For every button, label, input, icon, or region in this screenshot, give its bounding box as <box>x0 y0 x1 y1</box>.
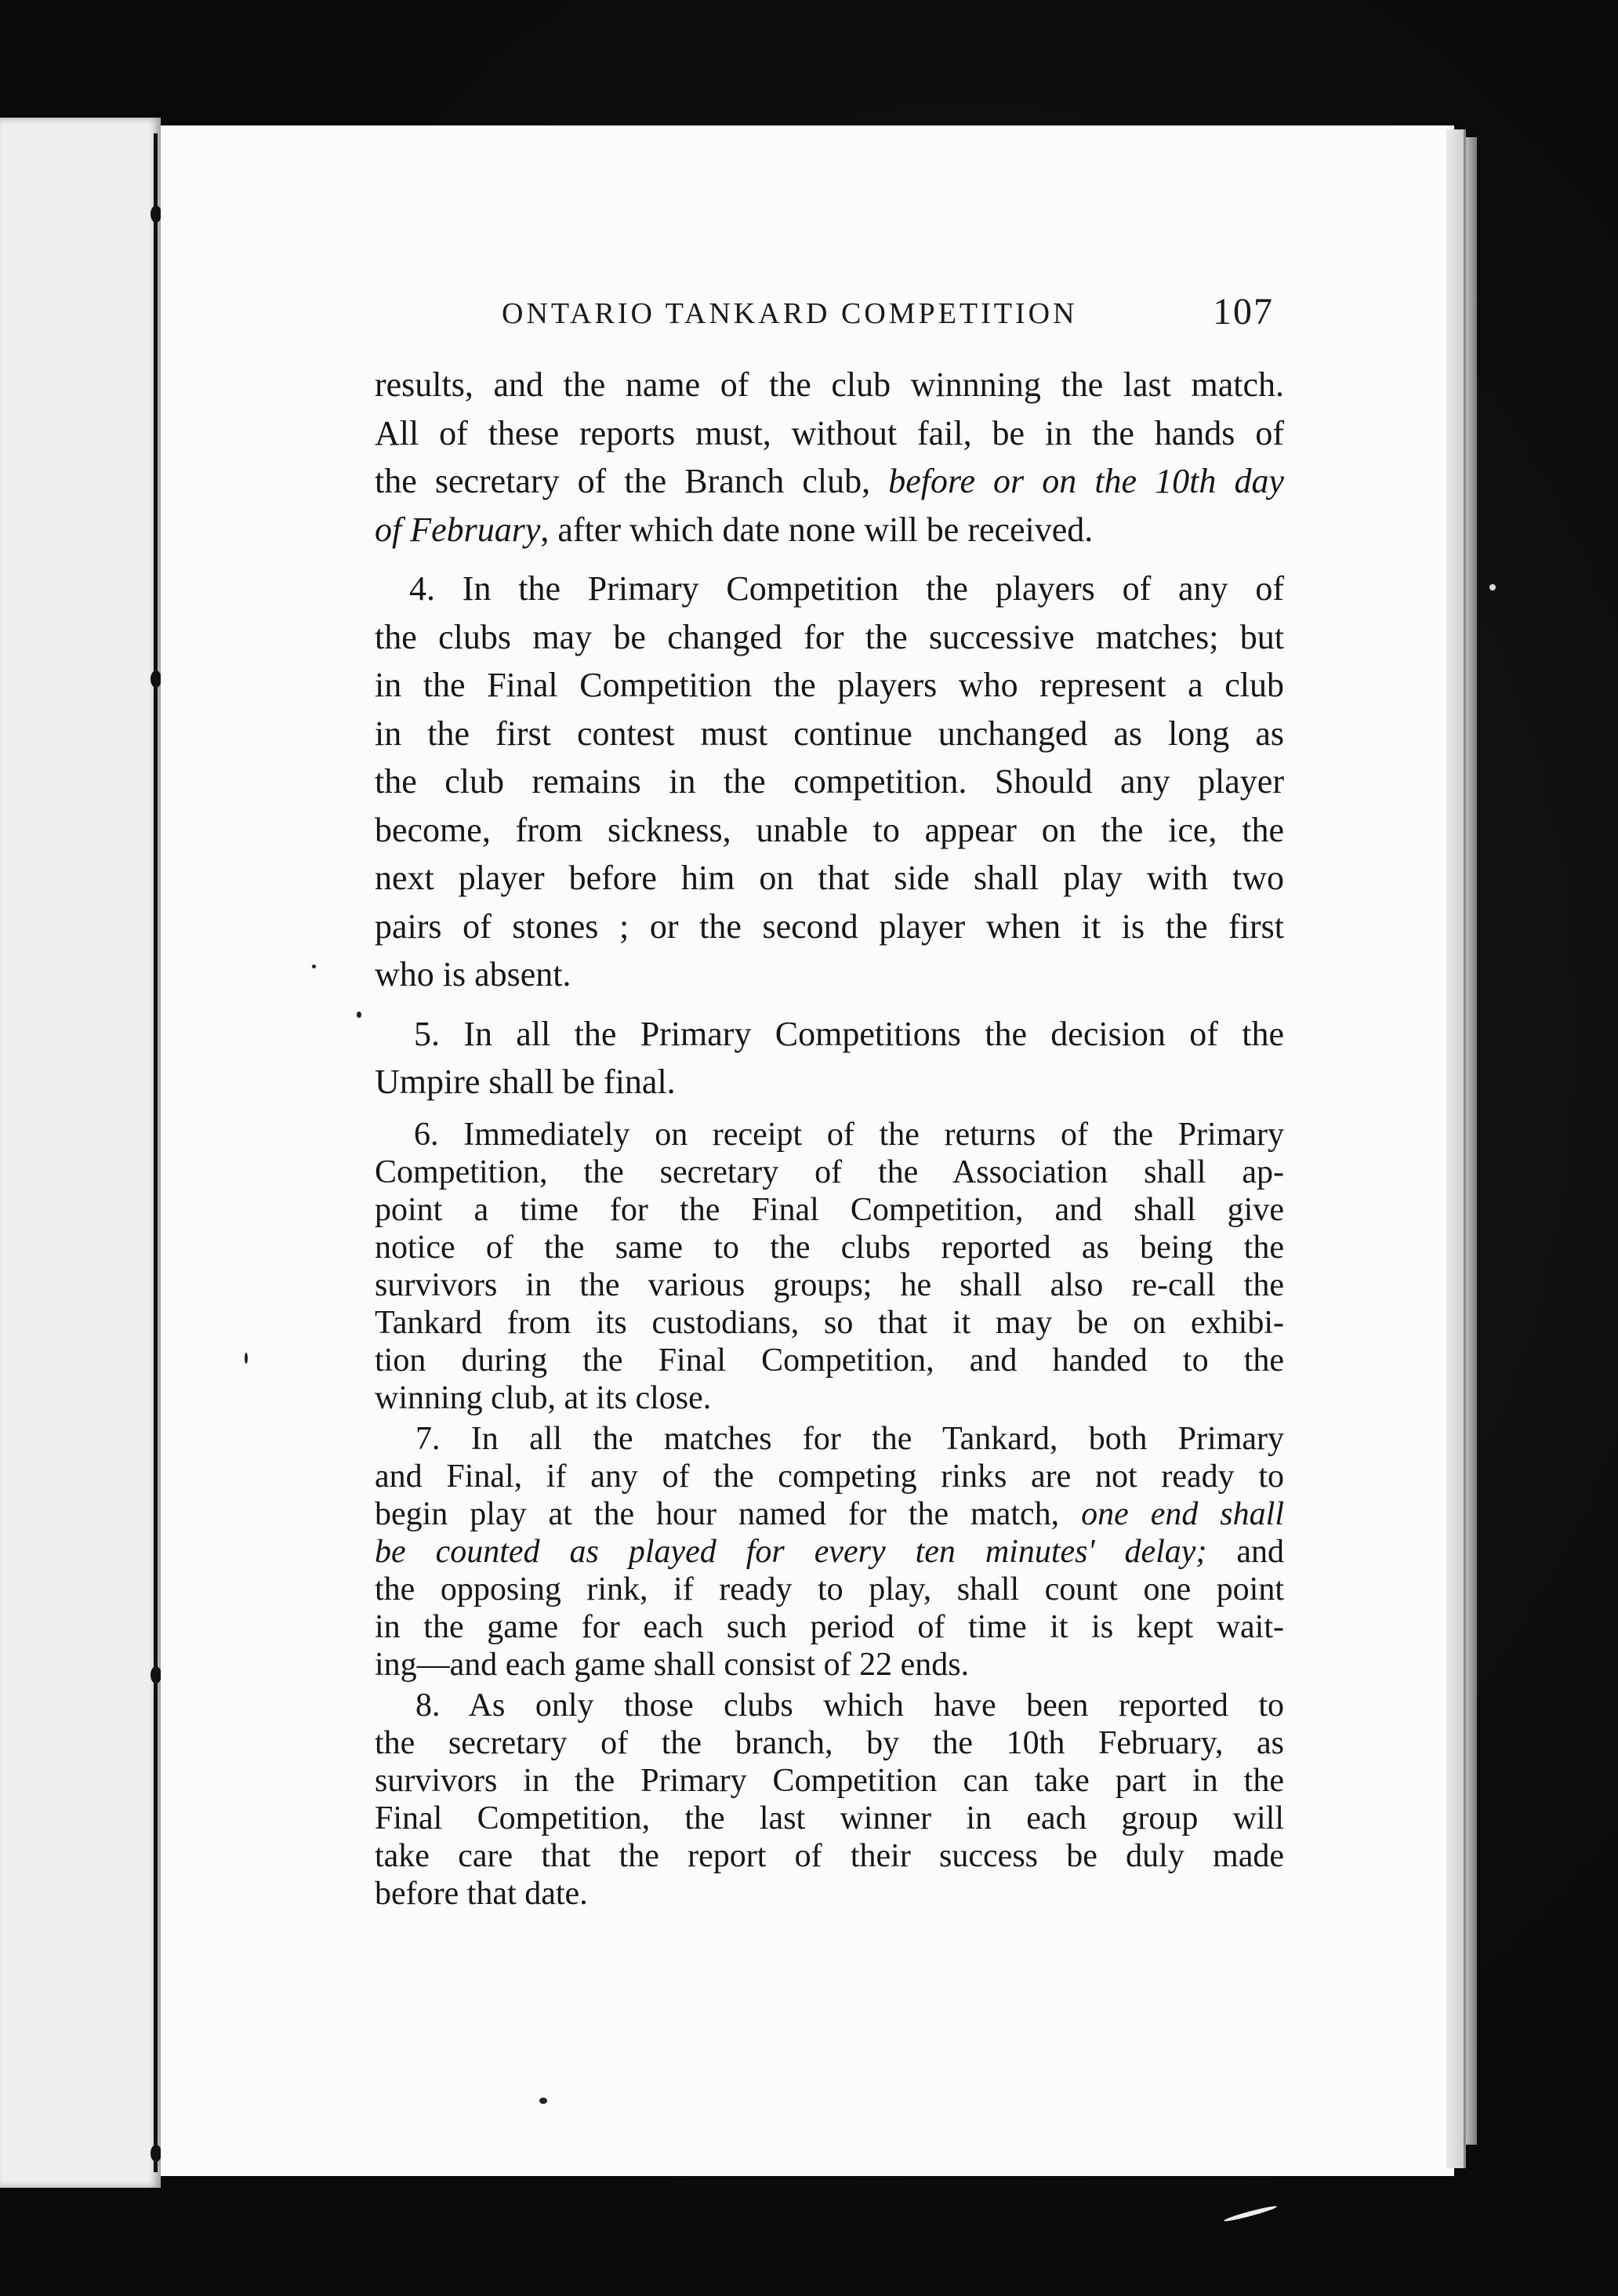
text-line: 6. Immediately on receipt of the returns of the Primary <box>414 1116 1284 1153</box>
gutter-mark <box>151 670 161 688</box>
italic-run: one end shall <box>1081 1495 1284 1532</box>
ink-speck <box>357 1012 361 1018</box>
text-line: notice of the same to the clubs reported as being the <box>375 1229 1284 1266</box>
italic-run: of February <box>375 510 541 549</box>
page-edge <box>1446 129 1466 2168</box>
text-run: the secretary of the Branch club, <box>375 462 889 500</box>
italic-run: before or on the 10th day <box>888 462 1284 500</box>
running-header <box>502 290 1274 337</box>
text-line: All of these reports must, without fail, be in the hands of <box>375 413 1284 452</box>
text-line: and Final, if any of the competing rinks are not ready to <box>375 1458 1284 1495</box>
text-line <box>375 457 1284 506</box>
paragraph-continued <box>375 361 1284 554</box>
text-line <box>375 1495 1284 1533</box>
ink-speck <box>312 965 316 968</box>
text-line: survivors in the Primary Competition can take part in the <box>375 1762 1284 1799</box>
page-number: 107 <box>1213 291 1274 332</box>
text-line: Competition, the secretary of the Association shall ap- <box>375 1153 1284 1190</box>
text-line: winning club, at its close. <box>375 1379 712 1416</box>
paragraph-rule-7 <box>375 1420 1284 1684</box>
italic-run: be counted as played for every ten minutes' delay; <box>375 1533 1207 1570</box>
paragraph-rule-8 <box>375 1687 1284 1913</box>
text-line: in the first contest must continue unchanged as long as <box>375 714 1284 753</box>
text-line: the secretary of the branch, by the 10th February, as <box>375 1724 1284 1761</box>
gutter-mark <box>151 1666 161 1684</box>
paragraph-rule-5 <box>375 1010 1284 1106</box>
text-line: before that date. <box>375 1875 588 1912</box>
text-line: survivors in the various groups; he shall also re-call the <box>375 1266 1284 1303</box>
gutter-line <box>154 133 158 2172</box>
text-line <box>375 506 1284 554</box>
ink-speck <box>539 2098 547 2104</box>
running-title: ONTARIO TANKARD COMPETITION <box>502 297 1078 330</box>
text-line: 7. In all the matches for the Tankard, both Primary <box>415 1420 1284 1457</box>
text-line: Umpire shall be final. <box>375 1063 676 1101</box>
text-line: Tankard from its custodians, so that it may be on exhibi- <box>375 1304 1284 1341</box>
text-run: , after which date none will be received. <box>540 510 1094 549</box>
gutter-mark <box>151 2145 161 2162</box>
text-line: the opposing rink, if ready to play, shall count one point <box>375 1571 1284 1608</box>
ink-speck <box>245 1353 248 1364</box>
text-line: who is absent. <box>375 955 571 994</box>
text-line: in the game for each such period of time it is kept wait- <box>375 1608 1284 1645</box>
text-run: and <box>1206 1533 1284 1570</box>
text-line: Final Competition, the last winner in each group will <box>375 1800 1284 1836</box>
text-line <box>375 1533 1284 1571</box>
text-line: take care that the report of their success be duly made <box>375 1837 1284 1874</box>
text-line: become, from sickness, unable to appear on the ice, the <box>375 810 1284 849</box>
paragraph-rule-4 <box>375 565 1284 999</box>
text-line: in the Final Competition the players who represent a club <box>375 666 1284 704</box>
text-line: 8. As only those clubs which have been reported to <box>415 1687 1284 1724</box>
text-line: ing—and each game shall consist of 22 ends. <box>375 1646 970 1683</box>
text-line: tion during the Final Competition, and handed to the <box>375 1342 1284 1379</box>
page-body <box>375 361 1284 1913</box>
text-line: the clubs may be changed for the successive matches; but <box>375 617 1284 656</box>
paragraph-rule-6 <box>375 1116 1284 1417</box>
facing-page <box>0 118 161 2188</box>
text-line: 4. In the Primary Competition the players of any of <box>409 569 1284 608</box>
text-line: pairs of stones ; or the second player when it is the first <box>375 906 1284 946</box>
text-line: next player before him on that side shall play with two <box>375 859 1284 897</box>
text-line: 5. In all the Primary Competitions the decision of the <box>414 1014 1284 1053</box>
text-run: begin play at the hour named for the match, <box>375 1495 1082 1532</box>
ink-speck <box>1489 584 1496 590</box>
page-edge <box>1466 137 1477 2145</box>
gutter-mark <box>151 205 161 223</box>
text-line: point a time for the Final Competition, and shall give <box>375 1191 1284 1228</box>
text-line: the club remains in the competition. Should any player <box>375 762 1284 801</box>
text-line: results, and the name of the club winnning the last match. <box>375 365 1284 404</box>
